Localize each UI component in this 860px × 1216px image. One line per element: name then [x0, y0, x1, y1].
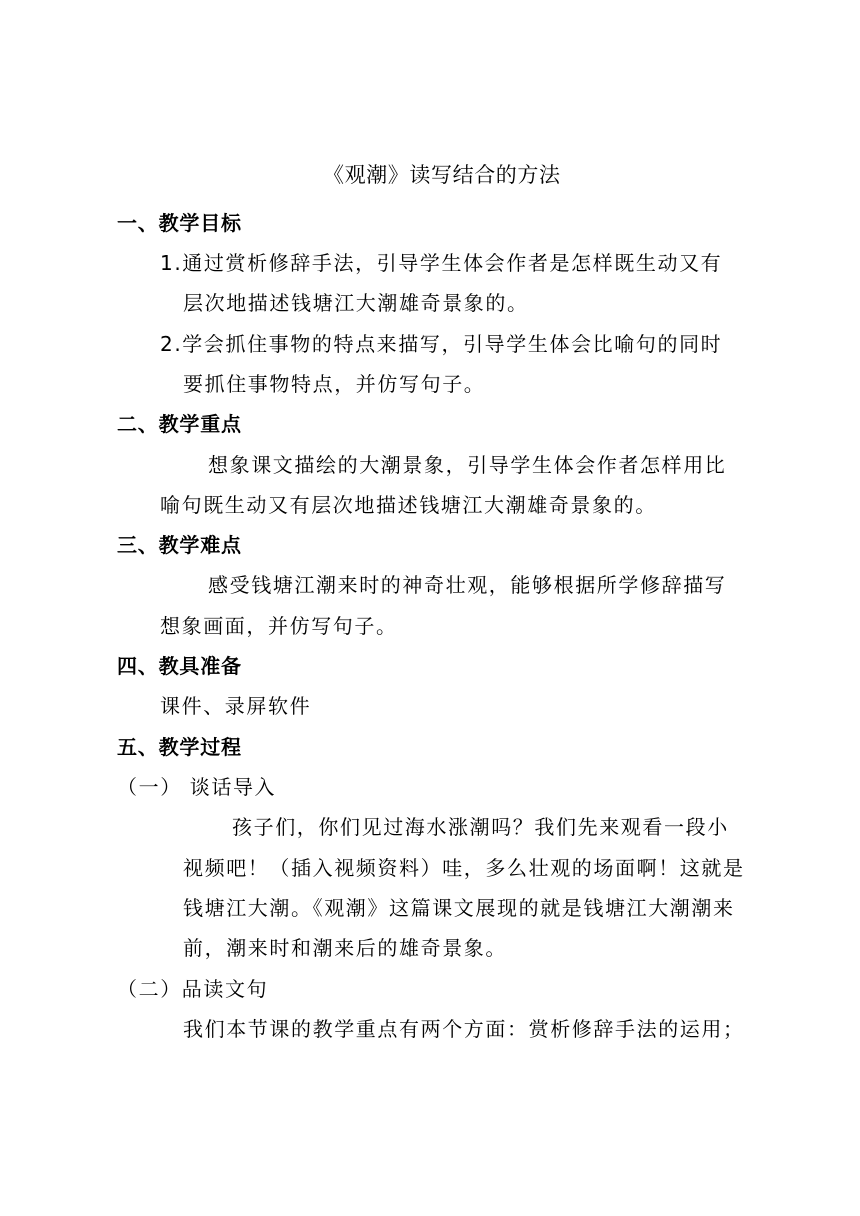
document-title: 《观潮》读写结合的方法 [323, 163, 561, 187]
paragraph-line: 喻句既生动又有层次地描述钱塘江大潮雄奇景象的。 [160, 493, 657, 517]
paragraph-line: 视频吧！（插入视频资料）哇，多么壮观的场面啊！这就是 [183, 856, 745, 880]
paragraph-line: 要抓住事物特点，并仿写句子。 [183, 372, 486, 396]
section-heading-difficulties: 三、教学难点 [117, 533, 242, 557]
paragraph-line: 钱塘江大潮。《观潮》这篇课文展现的就是钱塘江大潮潮来 [183, 896, 735, 920]
paragraph-line: 我们本节课的教学重点有两个方面：赏析修辞手法的运用； [183, 1017, 745, 1041]
paragraph-line: 层次地描述钱塘江大潮雄奇景象的。 [183, 291, 529, 315]
subsection-heading-reading: （二）品读文句 [117, 977, 269, 1001]
paragraph-line: 感受钱塘江潮来时的神奇壮观，能够根据所学修辞描写 [208, 573, 727, 597]
paragraph-line: 前，潮来时和潮来后的雄奇景象。 [183, 936, 507, 960]
paragraph-line: 1.通过赏析修辞手法，引导学生体会作者是怎样既生动又有 [160, 251, 723, 275]
section-heading-process: 五、教学过程 [117, 735, 242, 759]
section-heading-key-points: 二、教学重点 [117, 412, 242, 436]
paragraph-line: 2.学会抓住事物的特点来描写，引导学生体会比喻句的同时 [160, 332, 723, 356]
section-heading-objectives: 一、教学目标 [117, 211, 242, 235]
paragraph-line: 孩子们，你们见过海水涨潮吗？我们先来观看一段小 [232, 815, 729, 839]
paragraph-line: 想象画面，并仿写句子。 [160, 614, 398, 638]
section-heading-materials: 四、教具准备 [117, 654, 242, 678]
paragraph-line: 想象课文描绘的大潮景象，引导学生体会作者怎样用比 [208, 453, 727, 477]
subsection-heading-intro: （一） 谈话导入 [117, 775, 277, 799]
paragraph-line: 课件、录屏软件 [160, 694, 312, 718]
